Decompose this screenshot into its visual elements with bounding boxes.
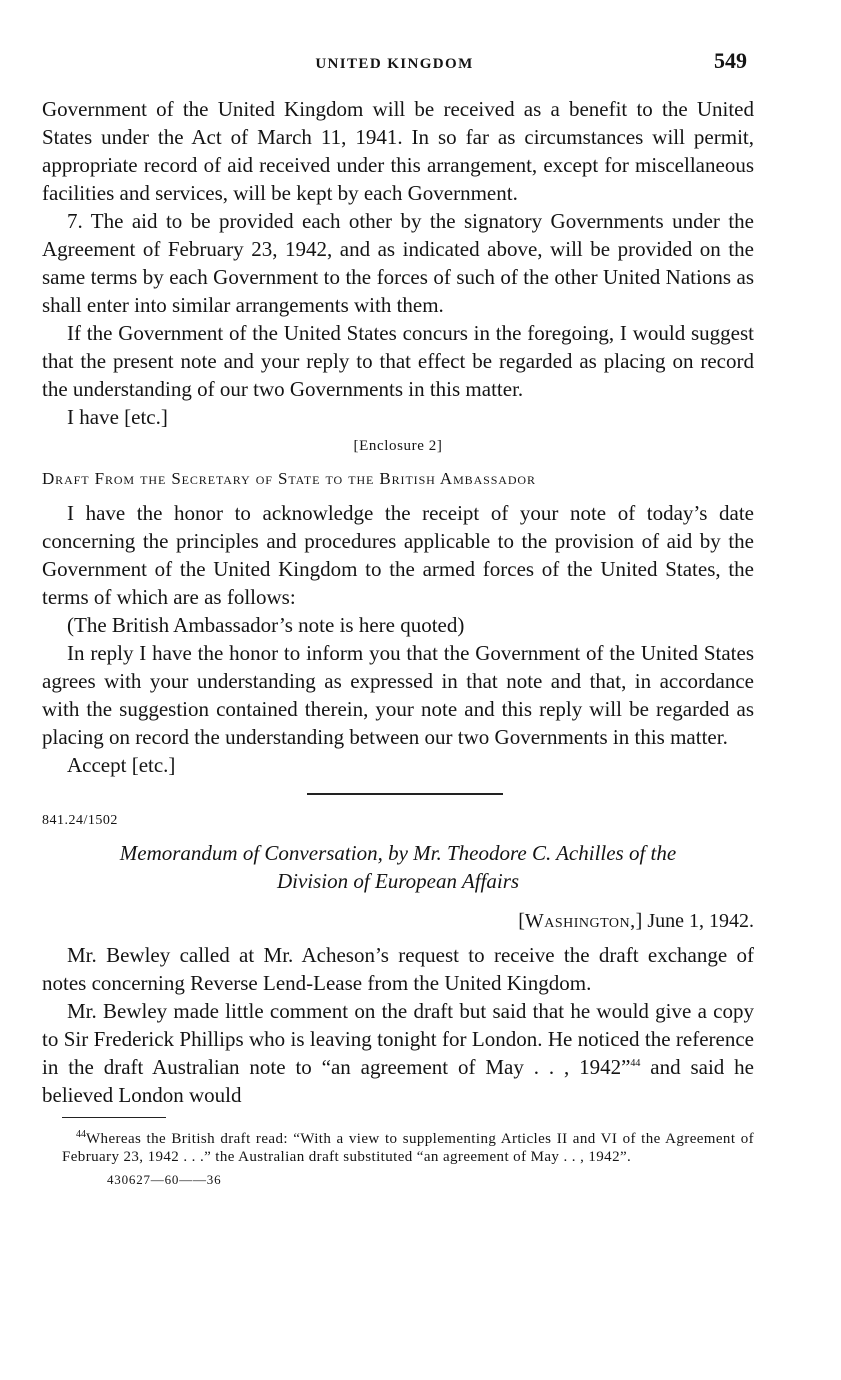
memo-title [42,839,754,895]
dateline-date: June 1, 1942. [642,910,754,932]
footnote [42,1126,754,1166]
memo-title-line-1: Memorandum of Conversation, by Mr. Theodore C. Achilles of the [119,841,677,865]
page-header [42,48,747,84]
page-body [42,95,754,1188]
section-divider [307,793,503,795]
draft-closing: Accept [etc.] [67,753,176,777]
draft-paragraph-quoted: (The British Ambassador’s note is here quoted) [67,613,465,637]
enclosure-label: [Enclosure 2] [353,438,443,454]
memo-paragraph-2-tail: and said he believed London would [42,1055,754,1107]
printer-code: 430627—60——36 [107,1172,222,1187]
memo-title-line-2: Division of European Affairs [276,869,520,893]
footnote-text: Whereas the British draft read: “With a view to supplementing Articles II and VI of the Agreement of February 23, 1942 . . .” the Australian draft substituted “an agreement of May . . , 1942”. [62,1131,754,1165]
memo-paragraph-2-text: Mr. Bewley made little comment on the draft but said that he would give a copy to Sir Frederick Phillips who is leaving tonight for London. He noticed the reference in the draft Australian note to “an agreement of May . . , 1942” [42,999,754,1079]
running-head: UNITED KINGDOM [315,56,474,72]
page-number: 549 [714,48,747,73]
paragraph-item-7: 7. The aid to be provided each other by the signatory Governments under the Agreement of February 23, 1942, and as indicated above, will be provided on the same terms by each Government to the forces of such of the other United Nations as shall enter into similar arrangements with them. [42,209,754,317]
footnote-reference: 44 [630,1058,641,1069]
memo-paragraph-2 [42,997,754,1109]
dateline-place: Washington, [524,910,636,932]
draft-heading: Draft From the Secretary of State to the British Ambassador [42,469,536,488]
footnote-number: 44 [76,1129,86,1140]
dateline: [Washington,] June 1, 1942. [518,910,754,932]
draft-paragraph-reply: In reply I have the honor to inform you that the Government of the United States agrees with your understanding as expressed in that note and that, in accordance with the suggestion contained therein, your note and this reply will be regarded as placing on record the understanding between our two Governments in this matter. [42,641,754,749]
memo-paragraph-1: Mr. Bewley called at Mr. Acheson’s request to receive the draft exchange of notes concerning Reverse Lend-Lease from the United Kingdom. [42,943,754,995]
draft-paragraph-acknowledge: I have the honor to acknowledge the receipt of your note of today’s date concerning the principles and procedures applicable to the provision of aid by the Government of the United Kingdom to the armed forces of the United States, the terms of which are as follows: [42,501,754,609]
footnote-rule [62,1117,166,1118]
closing-formula: I have [etc.] [67,405,168,429]
paragraph-continued: Government of the United Kingdom will be received as a benefit to the United States under the Act of March 11, 1941. In so far as circumstances will permit, appropriate record of aid received under this arrangement, except for miscellaneous facilities and services, will be kept by each Government. [42,97,754,205]
file-number: 841.24/1502 [42,813,118,828]
paragraph-concurrence: If the Government of the United States concurs in the foregoing, I would suggest that the present note and your reply to that effect be regarded as placing on record the understanding of our two Governments in this matter. [42,321,754,401]
